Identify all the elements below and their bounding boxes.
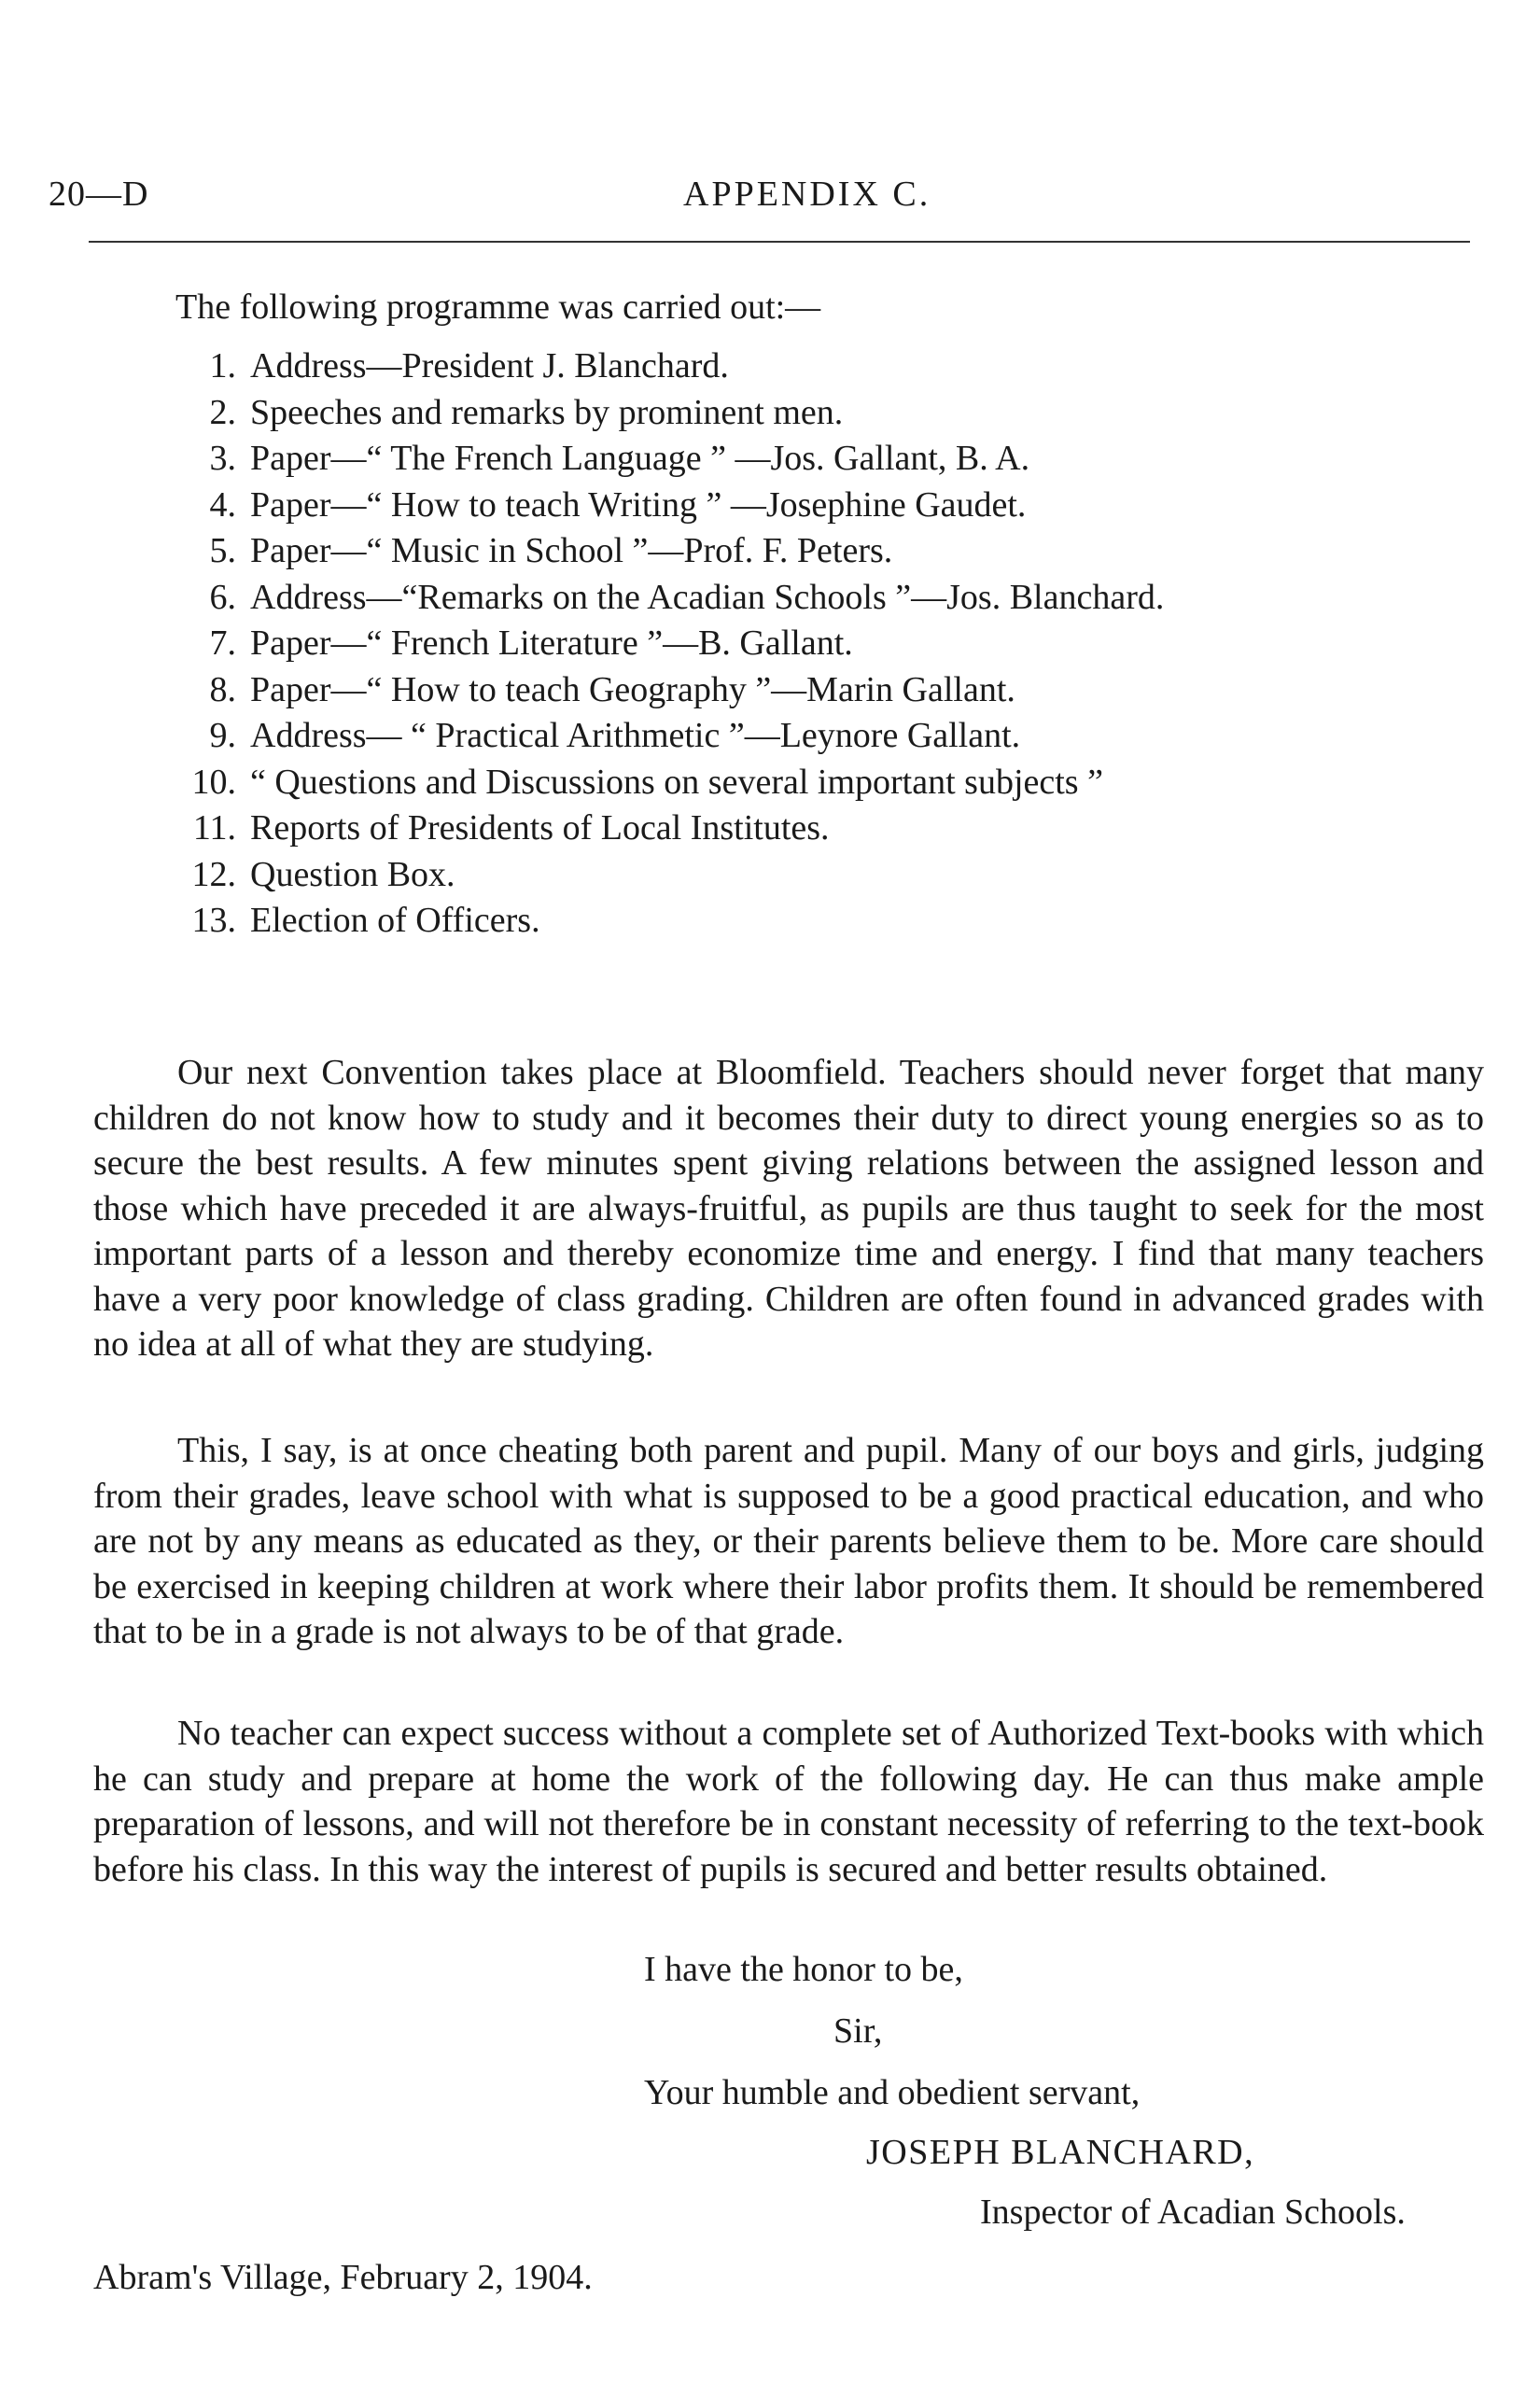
item-text: “ Questions and Discussions on several important subjects ” [250,762,1103,802]
list-item [0,762,1540,808]
signature-name: JOSEPH BLANCHARD, [866,2133,1255,2172]
item-text: Speeches and remarks by prominent men. [250,392,844,432]
page-title: APPENDIX C. [683,175,931,214]
closing-salutation: I have the honor to be, [644,1950,963,1989]
closing-servant: Your humble and obedient servant, [644,2073,1141,2112]
place-date: Abram's Village, February 2, 1904. [93,2258,593,2297]
list-item [0,623,1540,669]
programme-intro: The following programme was carried out:— [175,287,821,327]
list-item [0,900,1540,946]
item-text: Paper—“ French Literature ”—B. Gallant. [250,624,853,663]
list-item [0,438,1540,484]
item-text: Paper—“ The French Language ” —Jos. Gallant, B. A. [250,439,1030,478]
item-number: 2. [209,392,236,432]
item-number: 13. [191,901,236,940]
item-text: Paper—“ How to teach Writing ” —Josephine Gaudet. [250,484,1027,525]
list-item [0,392,1540,439]
item-text: Address—President J. Blanchard. [250,346,729,385]
item-number: 6. [209,577,236,617]
paragraph-textbooks: No teacher can expect success without a complete set of Authorized Text-books with which he can study and prepare at home the work of the following day. He can thus make ample preparation of lessons, and will not therefore be in constant necessity of referring to the text-book before his class. In this way the interest of pupils is secured and better results obtained. [93,1714,1484,1889]
list-item [0,669,1540,716]
item-text: Question Box. [250,854,455,894]
list-item [0,854,1540,901]
item-number: 7. [209,624,236,663]
header-rule [89,241,1470,243]
closing-sir: Sir, [833,2011,883,2051]
item-number: 12. [191,854,236,894]
list-item [0,807,1540,854]
item-number: 3. [209,439,236,478]
list-item [0,484,1540,531]
paragraph-grading: This, I say, is at once cheating both parent and pupil. Many of our boys and girls, judging from their grades, leave school with what is supposed to be a good practical education, and who are not by any means as educated as they, or their parents believe them to be. More care should be exercised in keeping children at work where their labor profits them. It should be remembered that to be in a grade is not always to be of that grade. [93,1431,1484,1651]
page-number: 20—D [49,175,149,214]
signature-title: Inspector of Acadian Schools. [980,2193,1406,2232]
list-item [0,577,1540,624]
programme-list [0,345,1540,946]
item-number: 10. [191,762,236,802]
item-number: 11. [192,808,236,848]
item-text: Address— “ Practical Arithmetic ”—Leynore Gallant. [250,716,1021,755]
list-item [0,530,1540,577]
item-number: 9. [209,716,236,755]
item-number: 4. [209,484,236,525]
list-item [0,345,1540,392]
item-text: Paper—“ How to teach Geography ”—Marin Gallant. [250,669,1015,709]
item-number: 8. [209,669,236,709]
item-text: Election of Officers. [250,901,540,940]
item-text: Paper—“ Music in School ”—Prof. F. Peters. [250,531,893,570]
item-number: 1. [209,346,236,385]
item-text: Address—“Remarks on the Acadian Schools ”—Jos. Blanchard. [250,577,1165,617]
item-number: 5. [209,531,236,570]
paragraph-convention: Our next Convention takes place at Bloomfield. Teachers should never forget that many children do not know how to study and it becomes their duty to direct young energies so as to secure the best results. A few minutes spent giving relations between the assigned lesson and those which have preceded it are always-fruitful, as pupils are thus taught to seek for the most important parts of a lesson and thereby economize time and energy. I find that many teachers have a very poor knowledge of class grading. Children are often found in advanced grades with no idea at all of what they are studying. [93,1053,1484,1364]
page-header [49,157,1481,213]
list-item [0,715,1540,762]
item-text: Reports of Presidents of Local Institutes. [250,808,830,848]
